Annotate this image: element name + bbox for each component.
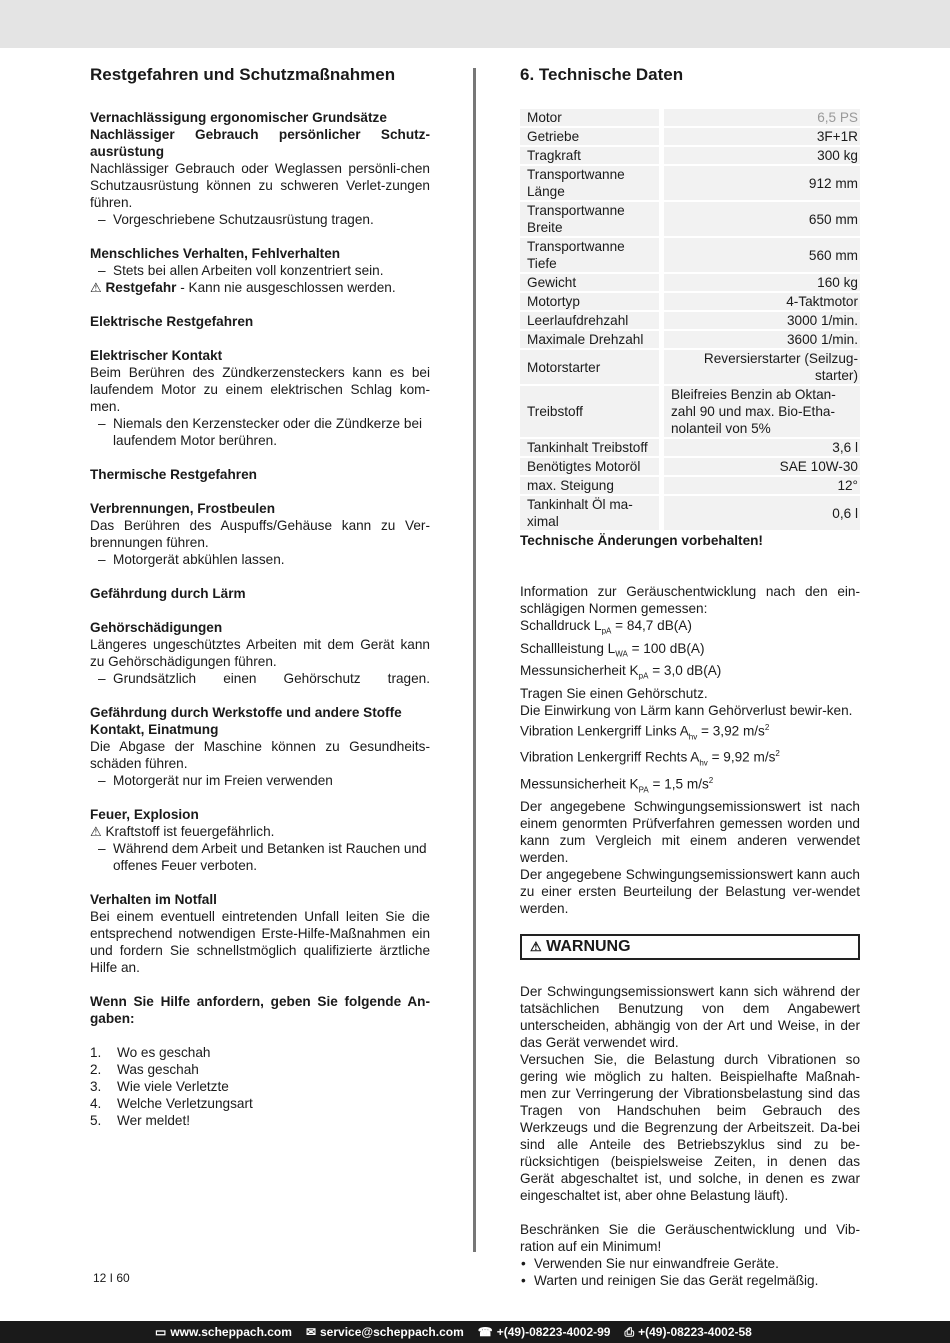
table-row: Gewicht 160 kg bbox=[520, 274, 860, 291]
list-item: 5. Wer meldet! bbox=[90, 1113, 191, 1128]
section-title-restgefahren: Restgefahren und Schutzmaßnahmen bbox=[90, 65, 396, 84]
changes-note: Technische Änderungen vorbehalten! bbox=[520, 533, 763, 548]
right-column bbox=[520, 64, 860, 1289]
paragraph: Die Abgase der Maschine können zu Gesundheits-schäden führen. bbox=[90, 739, 430, 771]
table-row: Tankinhalt Treibstoff 3,6 l bbox=[520, 439, 860, 456]
paragraph: Der Schwingungsemissionswert kann sich während der tatsächlichen Benutzung von dem Angabewert unterscheiden, abhängig von der Art und Weise, in der das Gerät verwendet wird. bbox=[520, 983, 860, 1050]
heading: Elektrische Restgefahren bbox=[90, 314, 254, 329]
paragraph: Beim Berühren des Zündkerzensteckers kann es bei laufendem Motor zu einem elektrischen Schlag kom-men. bbox=[90, 365, 430, 414]
table-row: Motorstarter Reversierstarter (Seilzug-starter) bbox=[520, 350, 860, 384]
table-row: Leerlaufdrehzahl 3000 1/min. bbox=[520, 312, 860, 329]
table-row: Maximale Drehzahl 3600 1/min. bbox=[520, 331, 860, 348]
dash-item: – Niemals den Kerzenstecker oder die Zündkerze bei laufendem Motor berühren. bbox=[90, 415, 430, 449]
table-row: Tankinhalt Öl ma-ximal 0,6 l bbox=[520, 496, 860, 530]
paragraph: Die Einwirkung von Lärm kann Gehörverlust bewir-ken. bbox=[520, 703, 853, 719]
table-row: Motor 6,5 PS bbox=[520, 109, 860, 126]
table-row: Transportwanne Breite 650 mm bbox=[520, 202, 860, 236]
mail-icon: ✉ bbox=[305, 1325, 316, 1339]
heading: Thermische Restgefahren bbox=[90, 467, 257, 482]
footer-mail[interactable]: ✉ service@scheppach.com bbox=[306, 1321, 464, 1343]
paragraph: Längeres ungeschütztes Arbeiten mit dem Gerät kann zu Gehörschädigungen führen. bbox=[90, 637, 430, 669]
heading: Nachlässiger Gebrauch persönlicher Schutz-ausrüstung bbox=[90, 127, 430, 159]
section-title-technische-daten: 6. Technische Daten bbox=[520, 65, 684, 84]
warning-box: ⚠ WARNUNG bbox=[520, 934, 860, 960]
table-row: Getriebe 3F+1R bbox=[520, 128, 860, 145]
heading: Verbrennungen, Frostbeulen bbox=[90, 501, 276, 516]
footer-fax: ⎙ +(49)-08223-4002-58 bbox=[624, 1321, 751, 1343]
schalldruck: Schalldruck $L_{pA} = 84,7$ dB(A) bbox=[520, 618, 692, 636]
top-bar bbox=[0, 0, 950, 48]
warning-triangle-icon: ⚠ bbox=[90, 280, 102, 295]
list-item: 2. Was geschah bbox=[90, 1062, 199, 1077]
messunsicherheit-schall: Messunsicherheit $K_{pA} = 3,0$ dB(A) bbox=[520, 663, 722, 682]
vibration-links: Vibration Lenkergriff Links $A_{hv} = 3,92$ $m/s^2$ bbox=[520, 723, 770, 742]
footer-web[interactable]: ▭ www.scheppach.com bbox=[155, 1321, 292, 1343]
schallleistung: Schallleistung $L_{WA} = 100$ dB(A) bbox=[520, 640, 705, 659]
phone-icon: ☎ bbox=[477, 1325, 493, 1339]
paragraph: Information zur Geräuschentwicklung nach den ein-schlägigen Normen gemessen: bbox=[520, 584, 860, 616]
paragraph: Tragen Sie einen Gehörschutz. bbox=[520, 686, 708, 702]
list-item: 3. Wie viele Verletzte bbox=[90, 1079, 229, 1094]
footer-phone[interactable]: ☎ +(49)-08223-4002-99 bbox=[478, 1321, 611, 1343]
heading: Gefährdung durch Lärm bbox=[90, 586, 246, 601]
paragraph: Der angegebene Schwingungsemissionswert ist nach einem genormten Prüfverfahren gemessen worden und kann zum Vergleich mit einem anderen verwendet werden. bbox=[520, 798, 860, 865]
warning-triangle-icon: ⚠ bbox=[90, 824, 102, 839]
help-list bbox=[90, 1044, 430, 1129]
table-row: max. Steigung 12° bbox=[520, 477, 860, 494]
dash-item: – Grundsätzlich einen Gehörschutz tragen. bbox=[90, 670, 430, 687]
footer-bar bbox=[0, 1321, 950, 1343]
fire-warning-line: ⚠ Kraftstoff ist feuergefährlich. bbox=[90, 824, 275, 839]
dash-item: – Während dem Arbeit und Betanken ist Rauchen und offenes Feuer verboten. bbox=[90, 840, 430, 874]
dash-item: – Stets bei allen Arbeiten voll konzentriert sein. bbox=[90, 262, 430, 279]
paragraph: Versuchen Sie, die Belastung durch Vibrationen so gering wie möglich zu halten. Beispielhafte Maßnah-men zur Verringerung der Vibrationsbelastung sind das Tragen von Handschuhen beim Gebrauch des Werkzeugs und die Begrenzung der Arbeitszeit. Da-bei sind alle Anteile des Betriebszyklus sind zu be-rücksichtigen (beispielsweise Zeiten, in denen das Gerät abgeschaltet ist, und solche, in denen es zwar eingeschaltet ist, aber ohne Belastung läuft). bbox=[520, 1051, 860, 1203]
table-row: Treibstoff Bleifreies Benzin ab Oktan-zahl 90 und max. Bio-Etha-nolanteil von 5% bbox=[520, 386, 860, 437]
table-row: Benötigtes Motoröl SAE 10W-30 bbox=[520, 458, 860, 475]
warning-triangle-icon: ⚠ bbox=[530, 938, 542, 954]
paragraph: Bei einem eventuell eintretenden Unfall leiten Sie die entsprechend notwendigen Erste-Hilfe-Maßnahmen ein und fordern Sie schnellstmöglich qualifizierte ärztliche Hilfe an. bbox=[90, 909, 430, 975]
heading: Menschliches Verhalten, Fehlverhalten bbox=[90, 246, 341, 261]
dash-item: – Motorgerät abkühlen lassen. bbox=[90, 551, 430, 568]
heading: Feuer, Explosion bbox=[90, 807, 199, 822]
table-row: Tragkraft 300 kg bbox=[520, 147, 860, 164]
bullet-item: • Warten und reinigen Sie das Gerät regelmäßig. bbox=[520, 1272, 860, 1289]
monitor-icon: ▭ bbox=[155, 1325, 167, 1339]
heading: Gefährdung durch Werkstoffe und andere Stoffe Kontakt, Einatmung bbox=[90, 705, 402, 737]
table-row: Transportwanne Länge 912 mm bbox=[520, 166, 860, 200]
left-column bbox=[90, 64, 430, 1129]
bullet-item: • Verwenden Sie nur einwandfreie Geräte. bbox=[520, 1255, 860, 1272]
list-item: 1. Wo es geschah bbox=[90, 1045, 211, 1060]
column-divider bbox=[473, 68, 476, 1252]
heading: Elektrischer Kontakt bbox=[90, 348, 223, 363]
table-row: Transportwanne Tiefe 560 mm bbox=[520, 238, 860, 272]
heading: Wenn Sie Hilfe anfordern, geben Sie folgende An-gaben: bbox=[90, 994, 430, 1026]
dash-item: – Motorgerät nur im Freien verwenden bbox=[90, 772, 430, 789]
heading: Gehörschädigungen bbox=[90, 620, 223, 635]
restgefahr-line: ⚠ Restgefahr - Kann nie ausgeschlossen werden. bbox=[90, 280, 396, 295]
spec-table bbox=[520, 107, 860, 532]
table-row: Motortyp 4-Taktmotor bbox=[520, 293, 860, 310]
fax-icon: ⎙ bbox=[624, 1325, 635, 1339]
paragraph: Beschränken Sie die Geräuschentwicklung und Vib-ration auf ein Minimum! bbox=[520, 1221, 860, 1254]
list-item: 4. Welche Verletzungsart bbox=[90, 1096, 253, 1111]
dash-item: – Vorgeschriebene Schutzausrüstung tragen. bbox=[90, 211, 430, 228]
page-number: 12 I 60 bbox=[93, 1271, 130, 1285]
paragraph: Der angegebene Schwingungsemissionswert kann auch zu einer ersten Beurteilung der Belastung ver-wendet werden. bbox=[520, 866, 860, 916]
messunsicherheit-vibration: Messunsicherheit $K_{PA} = 1,5$ $m/s^2$ bbox=[520, 775, 714, 794]
paragraph: Das Berühren des Auspuffs/Gehäuse kann zu Ver-brennungen führen. bbox=[90, 518, 430, 550]
heading: Verhalten im Notfall bbox=[90, 892, 217, 907]
vibration-rechts: Vibration Lenkergriff Rechts $A_{hv} = 9,92$ $m/s^2$ bbox=[520, 749, 780, 768]
paragraph: Nachlässiger Gebrauch oder Weglassen persönli-chen Schutzausrüstung können zu schweren Verlet-zungen führen. bbox=[90, 161, 430, 210]
heading: Vernachlässigung ergonomischer Grundsätze bbox=[90, 110, 387, 125]
